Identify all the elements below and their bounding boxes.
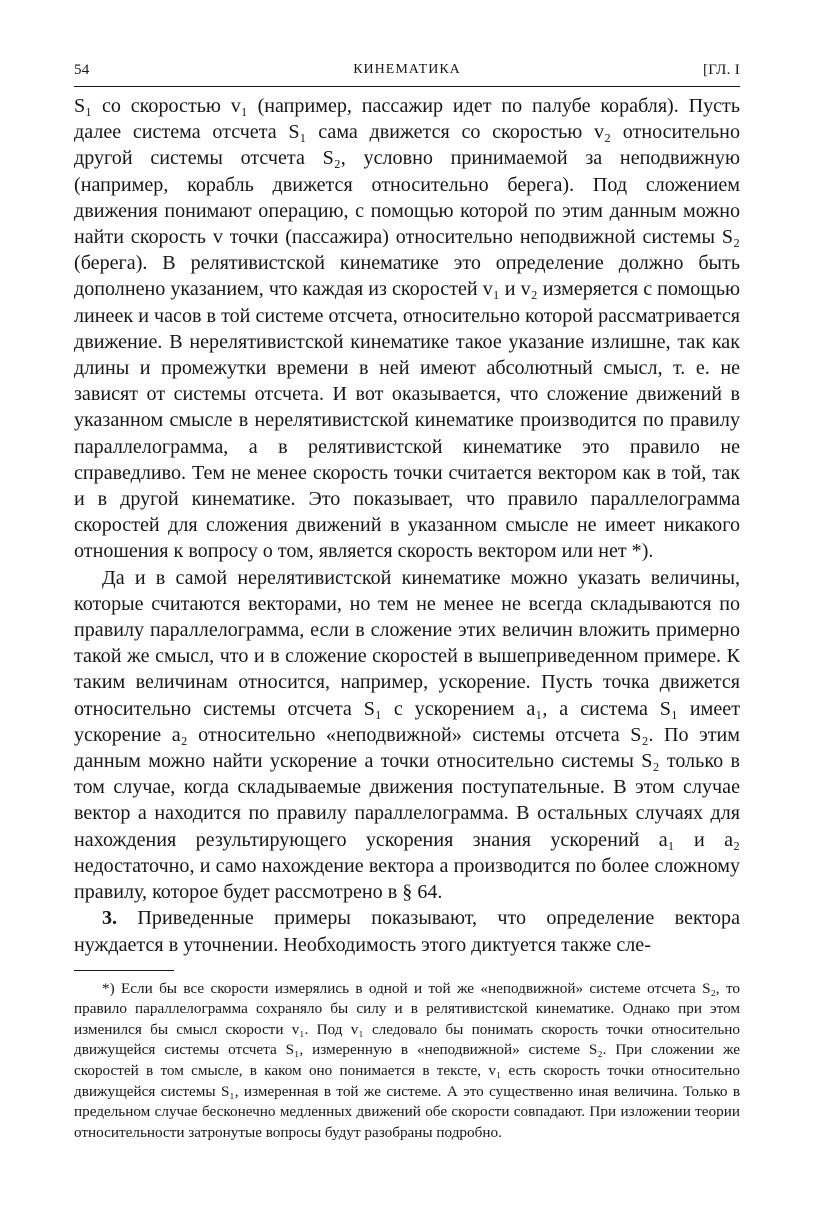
page-number: 54 — [74, 62, 90, 78]
footnote — [74, 979, 740, 1144]
running-header — [74, 62, 740, 84]
book-page — [74, 62, 740, 1143]
footnote-text: *) Если бы все скорости измерялись в одной и той же «неподвижной» системе отсчета S₂, то правило параллелограмма сохраняло бы силу и в релятивистской кинематике. Однако при этом изменился бы смысл скорости v₁. Под v₁ следовало бы понимать скорость точки относительно движущейся системы отсчета S₁, измеренную в «неподвижной» системе S₂. При сложении же скоростей в том смысле, в каком оно понимается в тексте, v₁ есть скорость точки относительно движущейся системы S₁, измеренная в той же системе. А это существенно иная величина. Только в предельном случае бесконечно медленных движений обе скорости совпадают. При изложении теории относительности затронутые вопросы будут разобраны подробно. — [74, 979, 740, 1141]
running-title: КИНЕМАТИКА — [353, 62, 461, 77]
paragraph-1: S₁ со скоростью v₁ (например, пассажир идет по палубе корабля). Пусть далее система отсчета S₁ сама движется со скоростью v₂ относительно другой системы отсчета S₂, условно принимаемой за неподвижную (например, корабль движется относительно берега). Под сложением движения понимают операцию, с помощью которой по этим данным можно найти скорость v точки (пассажира) относительно неподвижной системы S₂ (берега). В релятивистской кинематике это определение должно быть дополнено указанием, что каждая из скоростей v₁ и v₂ измеряется с помощью линеек и часов в той системе отсчета, относительно которой рассматривается движение. В нерелятивистской кинематике такое указание излишне, так как длины и промежутки времени в ней имеют абсолютный смысл, т. е. не зависят от системы отсчета. И вот оказывается, что сложение движений в указанном смысле в нерелятивистской кинематике производится по правилу параллелограмма, а в релятивистской кинематике это правило не справедливо. Тем не менее скорость точки считается вектором как в той, так и в другой кинематике. Это показывает, что правило параллелограмма скоростей для сложения движений в указанном смысле не имеет никакого отношения к вопросу о том, является скорость вектором или нет *). — [74, 95, 740, 563]
paragraph-3-text: Приведенные примеры показывают, что определение вектора нуждается в уточнении. Необходимость этого диктуется также сле- — [74, 907, 740, 956]
footnote-rule — [74, 970, 174, 971]
chapter-label: [ГЛ. I — [702, 62, 740, 78]
main-text — [74, 93, 740, 958]
header-rule — [74, 86, 740, 87]
section-number: 3. — [102, 907, 118, 930]
paragraph-3 — [74, 905, 740, 957]
paragraph-2: Да и в самой нерелятивистской кинематике можно указать величины, которые считаются векторами, но тем не менее не всегда складываются по правилу параллелограмма, если в сложение этих величин вложить примерно такой же смысл, что и в сложение скоростей в вышеприведенном примере. К таким величинам относится, например, ускорение. Пусть точка движется относительно системы отсчета S₁ с ускорением a₁, а система S₁ имеет ускорение a₂ относительно «неподвижной» системы отсчета S₂. По этим данным можно найти ускорение a точки относительно системы S₂ только в том случае, когда складываемые движения поступательные. В этом случае вектор a находится по правилу параллелограмма. В остальных случаях для нахождения результирующего ускорения знания ускорений a₁ и a₂ недостаточно, и само нахождение вектора a производится по более сложному правилу, которое будет рассмотрено в § 64. — [74, 566, 740, 904]
